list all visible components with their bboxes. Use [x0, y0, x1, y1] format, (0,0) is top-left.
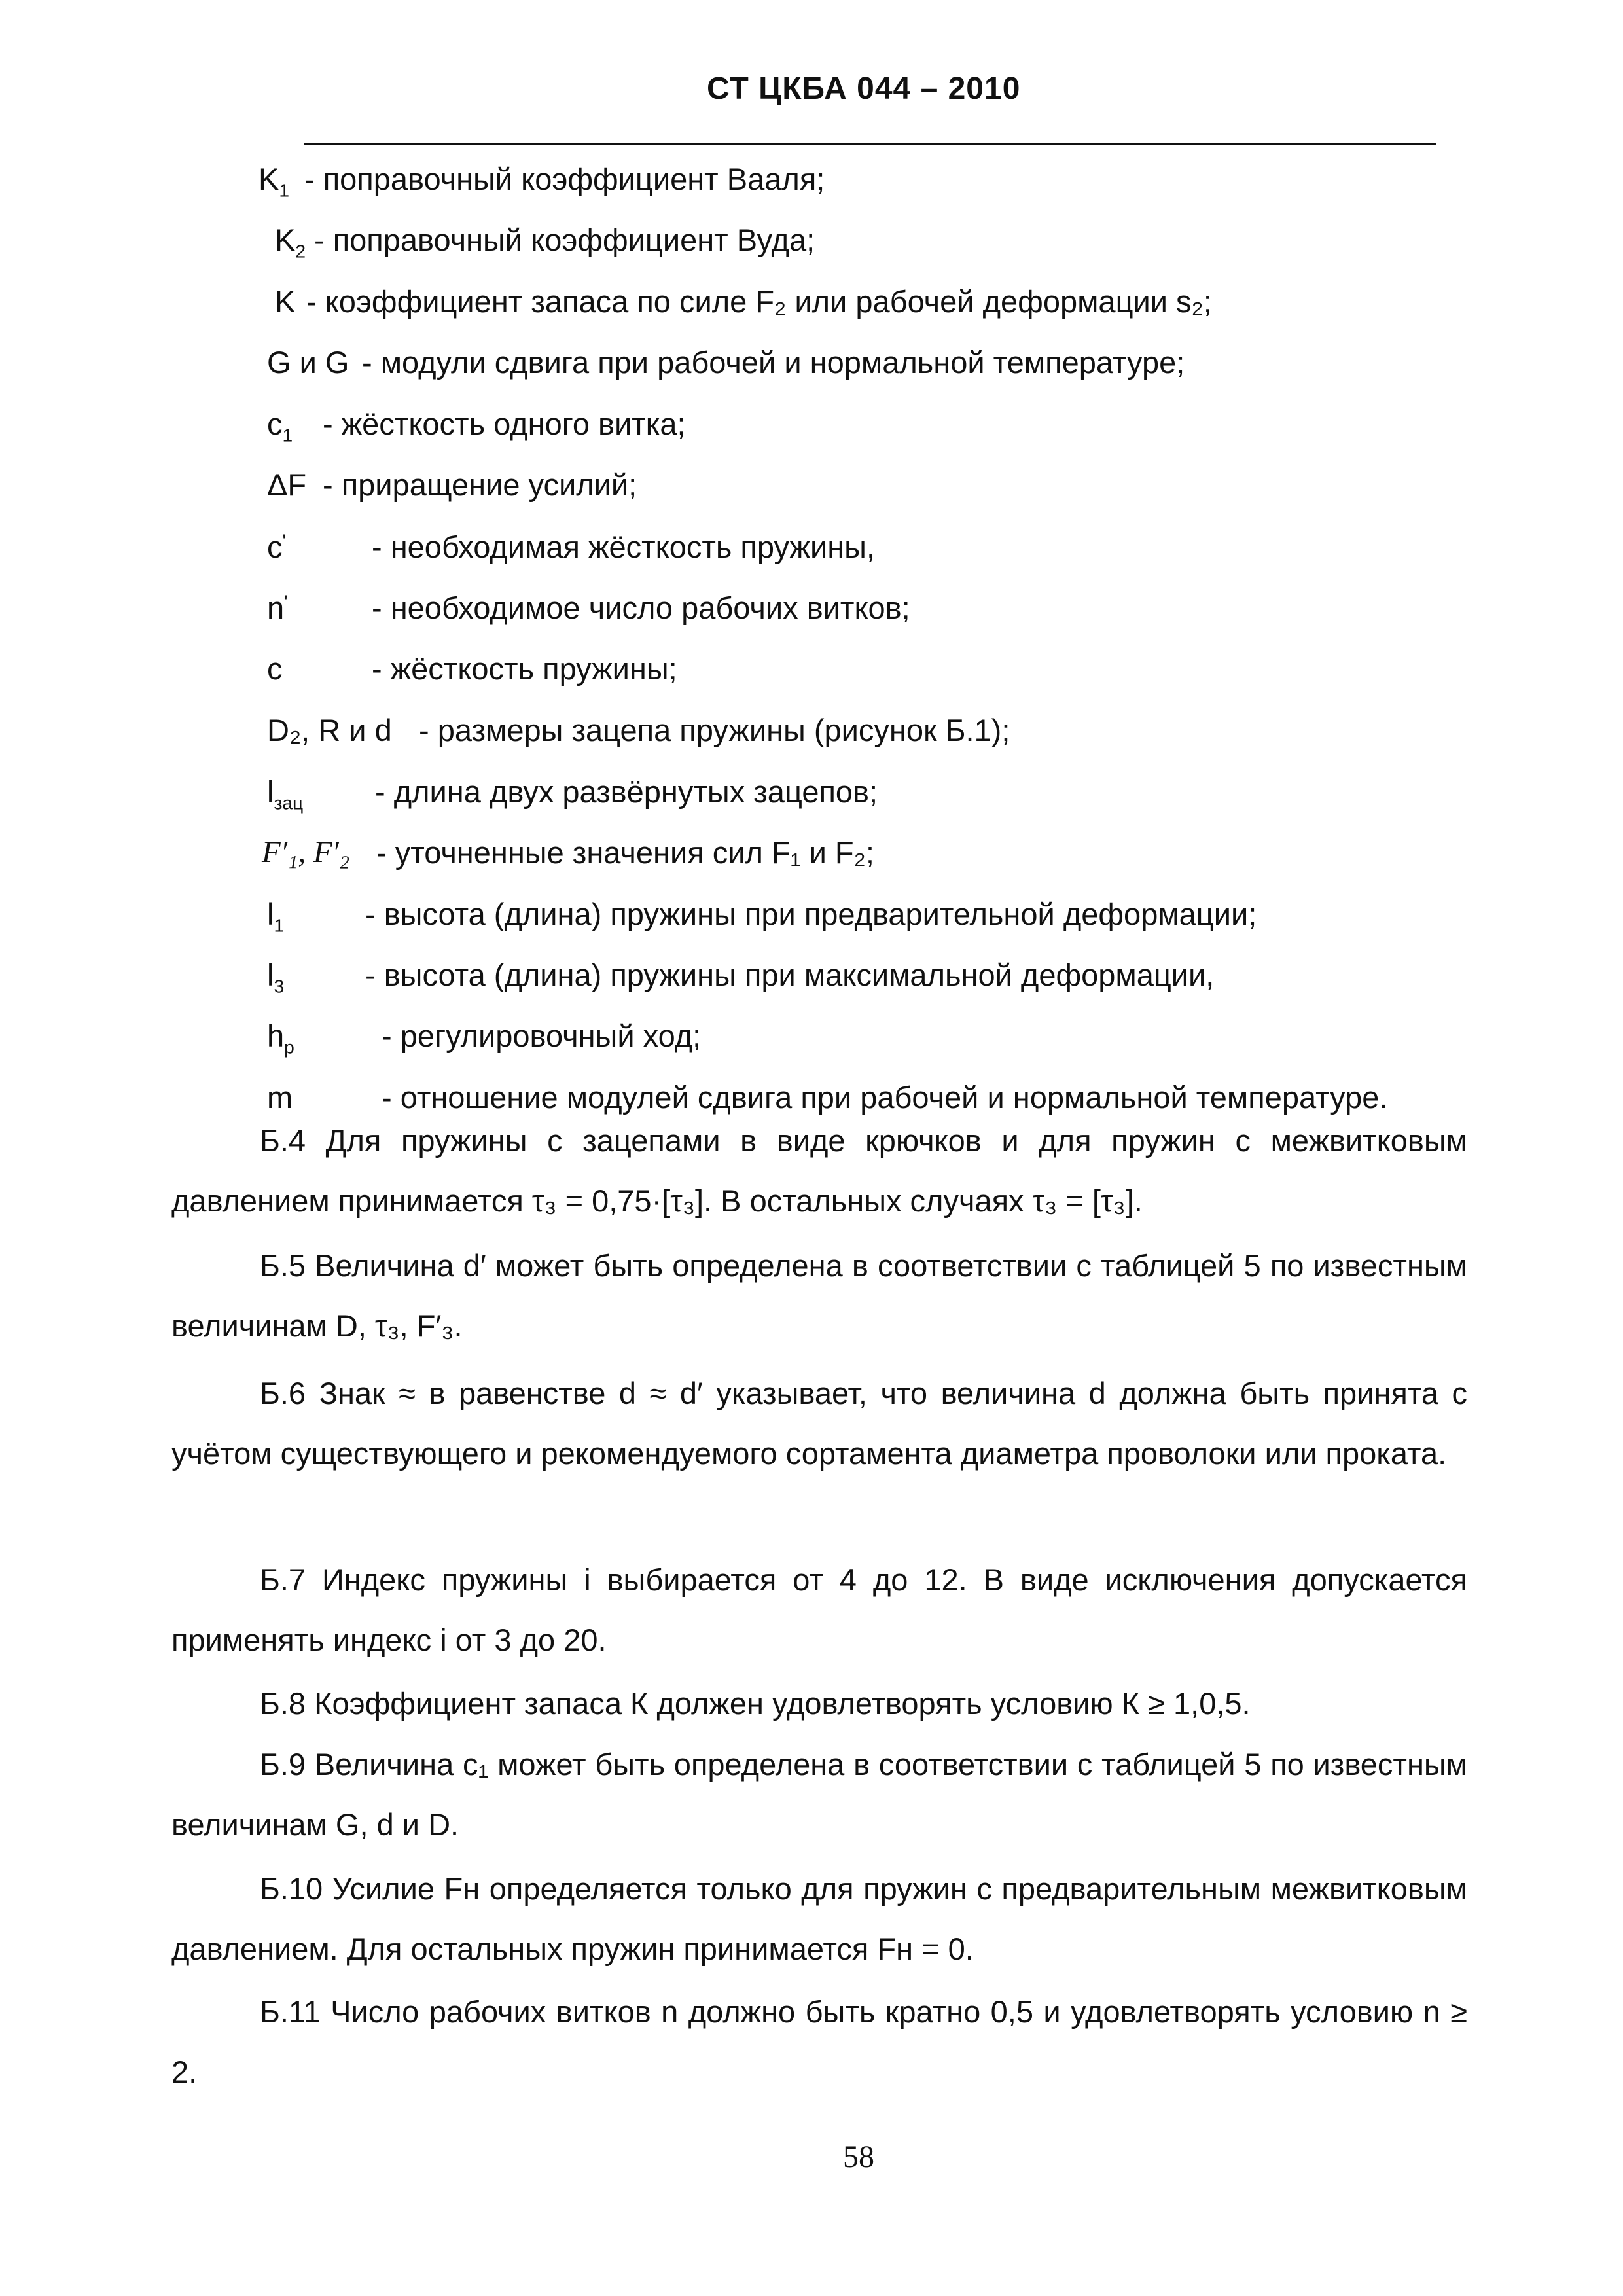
definition-text: - высота (длина) пружины при максимальной деформации,: [365, 958, 1215, 992]
definition-text: - модули сдвига при рабочей и нормальной температуре;: [362, 345, 1185, 380]
definition-text: - жёсткость пружины;: [372, 651, 677, 686]
definition-text: - коэффициент запаса по силе F₂ или рабочей деформации s₂;: [306, 284, 1212, 319]
paragraph-b10: Б.10 Усилие Fн определяется только для пружин с предварительным межвитковым давлением. Для остальных пружин принимается Fн = 0.: [171, 1871, 1467, 1966]
definition-symbol: ΔF: [267, 467, 307, 502]
definition-symbol: $l_1$: [267, 897, 285, 936]
definition-symbol: G и G: [267, 345, 349, 380]
definition-symbol: $h_p$: [267, 1018, 294, 1058]
definition-symbol: $l_3$: [267, 958, 285, 997]
paragraph-b6: Б.6 Знак ≈ в равенстве d ≈ d′ указывает, что величина d должна быть принята с учётом существующего и рекомендуемого сортамента диаметра проволоки или проката.: [171, 1376, 1467, 1471]
paragraph-b4: Б.4 Для пружины с зацепами в виде крючков и для пружин с межвитковым давлением принимается τ₃ = 0,75·[τ₃]. В остальных случаях τ₃ = [τ₃].: [171, 1123, 1467, 1218]
paragraph-b11: Б.11 Число рабочих витков n должно быть кратно 0,5 и удовлетворять условию n ≥ 2.: [171, 1994, 1467, 2089]
definition-text: - регулировочный ход;: [382, 1018, 702, 1053]
definition-symbol: $K_2$: [275, 223, 306, 262]
page-number: 58: [843, 2140, 874, 2174]
definition-symbol: $K_1$: [259, 162, 290, 201]
definition-symbol: c': [267, 529, 286, 564]
paragraph-b9: Б.9 Величина c₁ может быть определена в соответствии с таблицей 5 по известным величинам G, d и D.: [171, 1747, 1467, 1842]
page-header-title: СТ ЦКБА 044 – 2010: [707, 71, 1021, 106]
paragraph-b7: Б.7 Индекс пружины i выбирается от 4 до 12. В виде исключения допускается применять индекс i от 3 до 20.: [171, 1562, 1467, 1657]
definition-text: - уточненные значения сил F₁ и F₂;: [376, 835, 874, 870]
definition-symbol: n': [267, 590, 288, 625]
definition-text: - поправочный коэффициент Вуда;: [314, 223, 815, 257]
definition-text: - поправочный коэффициент Вааля;: [304, 162, 825, 196]
definition-text: - размеры зацепа пружины (рисунок Б.1);: [419, 713, 1010, 747]
paragraph-b5: Б.5 Величина d′ может быть определена в соответствии с таблицей 5 по известным величинам D, τ₃, F′₃.: [171, 1248, 1467, 1343]
definition-symbol: c: [267, 651, 283, 686]
definition-text: - длина двух развёрнутых зацепов;: [375, 774, 878, 809]
definition-symbol: D₂, R и d: [267, 713, 392, 747]
definition-text: - необходимое число рабочих витков;: [372, 590, 910, 625]
definition-text: - жёсткость одного витка;: [323, 406, 686, 441]
header-divider: [304, 143, 1436, 145]
definition-symbol: $c_1$: [267, 406, 293, 446]
paragraph-b8: Б.8 Коэффициент запаса К должен удовлетворять условию К ≥ 1,0,5.: [260, 1686, 1251, 1721]
definition-text: - приращение усилий;: [323, 467, 637, 502]
definition-text: - необходимая жёсткость пружины,: [372, 529, 876, 564]
definition-text: - высота (длина) пружины при предварительной деформации;: [365, 897, 1257, 931]
definition-text: - отношение модулей сдвига при рабочей и нормальной температуре.: [382, 1080, 1388, 1115]
definition-symbol: $l_{зац}$: [267, 774, 304, 814]
definition-symbol: K: [275, 284, 296, 319]
definition-symbol: F′₁, F′₂: [262, 835, 350, 869]
definition-symbol: m: [267, 1080, 293, 1115]
